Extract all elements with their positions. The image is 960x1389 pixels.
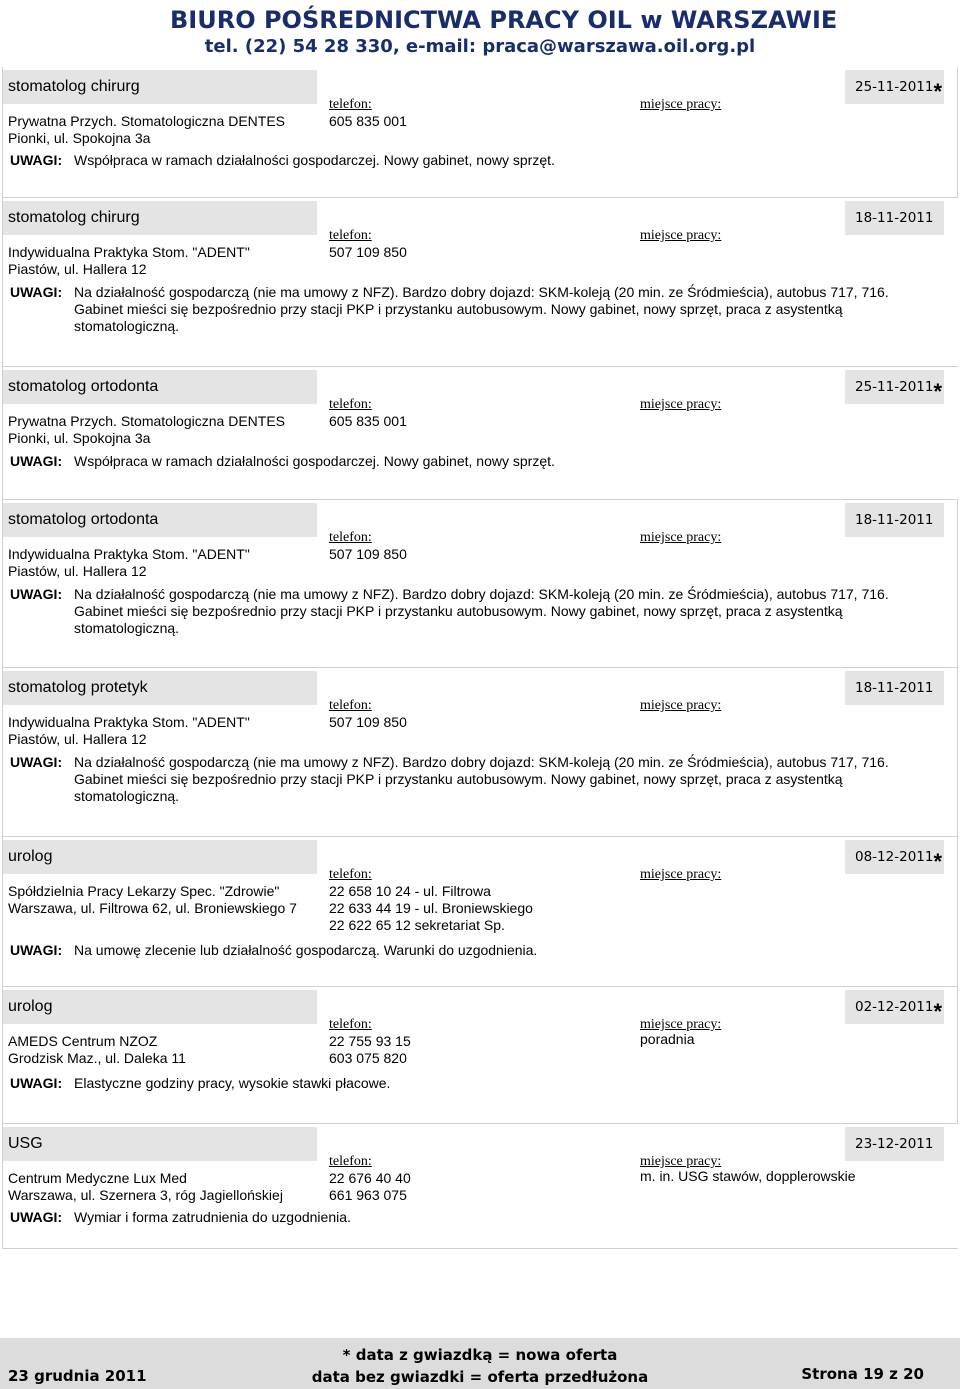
phone-numbers bbox=[329, 714, 407, 731]
phone-number: 507 109 850 bbox=[329, 244, 407, 260]
phone-label: telefon: bbox=[329, 867, 372, 882]
employer-line: Centrum Medyczne Lux Med bbox=[8, 1170, 187, 1186]
phone-number: 22 755 93 15 bbox=[329, 1033, 411, 1049]
phone-label: telefon: bbox=[329, 1017, 372, 1032]
offer-date: 18-11-2011 bbox=[855, 680, 934, 696]
notes-line: Gabinet mieści się bezpośrednio przy stacji PKP i przystanku autobusowym. Nowy gabinet, nowy sprzęt, praca z asystentką bbox=[74, 771, 843, 787]
offer-date-box bbox=[845, 370, 944, 404]
offer-position: USG bbox=[8, 1135, 43, 1152]
notes-label: UWAGI: bbox=[10, 453, 63, 469]
employer-line: Indywidualna Praktyka Stom. "ADENT" bbox=[8, 714, 250, 730]
phone-number: 661 963 075 bbox=[329, 1187, 407, 1203]
employer-info bbox=[8, 883, 297, 917]
job-offer bbox=[0, 987, 960, 1124]
footer-legend bbox=[300, 1344, 660, 1388]
notes-label: UWAGI: bbox=[10, 284, 63, 300]
offer-date-box bbox=[845, 671, 944, 705]
offer-position: stomatolog protetyk bbox=[8, 679, 148, 696]
offer-notes bbox=[74, 1075, 946, 1092]
new-offer-star-icon: * bbox=[933, 379, 942, 404]
new-offer-star-icon: * bbox=[933, 849, 942, 874]
phone-numbers bbox=[329, 883, 533, 934]
workplace-label: miejsce pracy: bbox=[640, 97, 722, 112]
offer-date: 25-11-2011 bbox=[855, 379, 934, 395]
phone-number: 22 622 65 12 sekretariat Sp. bbox=[329, 917, 505, 933]
phone-numbers bbox=[329, 1033, 411, 1067]
phone-number: 603 075 820 bbox=[329, 1050, 407, 1066]
offer-title-bar bbox=[3, 503, 317, 537]
offer-date: 25-11-2011 bbox=[855, 79, 934, 95]
phone-numbers bbox=[329, 244, 407, 261]
notes-line: Gabinet mieści się bezpośrednio przy stacji PKP i przystanku autobusowym. Nowy gabinet, nowy sprzęt, praca z asystentką bbox=[74, 603, 843, 619]
phone-label: telefon: bbox=[329, 397, 372, 412]
page-footer bbox=[0, 1338, 960, 1389]
offer-title-bar bbox=[3, 1127, 317, 1161]
offer-notes bbox=[74, 453, 946, 470]
offer-title-bar bbox=[3, 70, 317, 104]
notes-line: Na działalność gospodarczą (nie ma umowy z NFZ). Bardzo dobry dojazd: SKM-koleją (20 min. ze Śródmieścia), autobus 717, 716. bbox=[74, 586, 889, 602]
offer-date-box bbox=[845, 70, 944, 104]
employer-info bbox=[8, 1033, 186, 1067]
phone-number: 605 835 001 bbox=[329, 413, 407, 429]
workplace-label: miejsce pracy: bbox=[640, 530, 722, 545]
phone-label: telefon: bbox=[329, 228, 372, 243]
offer-date-box bbox=[845, 201, 944, 235]
offer-title-bar bbox=[3, 201, 317, 235]
phone-label: telefon: bbox=[329, 1154, 372, 1169]
offer-frame bbox=[957, 987, 958, 1124]
phone-label: telefon: bbox=[329, 530, 372, 545]
offer-date-box bbox=[845, 1127, 944, 1161]
offer-frame bbox=[957, 500, 958, 668]
workplace-value: m. in. USG stawów, dopplerowskie bbox=[640, 1168, 856, 1184]
workplace-label: miejsce pracy: bbox=[640, 698, 722, 713]
notes-line: stomatologiczną. bbox=[74, 788, 180, 804]
offer-divider bbox=[2, 1248, 958, 1249]
workplace-label: miejsce pracy: bbox=[640, 1154, 722, 1169]
employer-info bbox=[8, 1170, 283, 1204]
notes-line: Na działalność gospodarczą (nie ma umowy z NFZ). Bardzo dobry dojazd: SKM-koleją (20 min. ze Śródmieścia), autobus 717, 716. bbox=[74, 754, 889, 770]
offer-frame bbox=[957, 668, 958, 837]
employer-info bbox=[8, 244, 250, 278]
phone-number: 507 109 850 bbox=[329, 546, 407, 562]
legend-new: * data z gwiazdką = nowa oferta bbox=[342, 1346, 618, 1364]
job-offer bbox=[0, 1124, 960, 1249]
notes-line: Na działalność gospodarczą (nie ma umowy z NFZ). Bardzo dobry dojazd: SKM-koleją (20 min. ze Śródmieścia), autobus 717, 716. bbox=[74, 284, 889, 300]
offer-date: 02-12-2011 bbox=[855, 999, 934, 1015]
offer-notes bbox=[74, 284, 946, 335]
offer-frame bbox=[957, 67, 958, 198]
phone-number: 507 109 850 bbox=[329, 714, 407, 730]
employer-line: Warszawa, ul. Szernera 3, róg Jagiellońskiej bbox=[8, 1187, 283, 1203]
offer-position: urolog bbox=[8, 998, 53, 1015]
phone-number: 605 835 001 bbox=[329, 113, 407, 129]
offer-date-box bbox=[845, 990, 944, 1024]
offer-title-bar bbox=[3, 671, 317, 705]
phone-numbers bbox=[329, 113, 407, 130]
notes-line: Współpraca w ramach działalności gospodarczej. Nowy gabinet, nowy sprzęt. bbox=[74, 453, 555, 469]
employer-info bbox=[8, 546, 250, 580]
employer-line: AMEDS Centrum NZOZ bbox=[8, 1033, 158, 1049]
offer-date: 18-11-2011 bbox=[855, 512, 934, 528]
offer-title-bar bbox=[3, 840, 317, 874]
employer-line: Warszawa, ul. Filtrowa 62, ul. Broniewskiego 7 bbox=[8, 900, 297, 916]
notes-line: stomatologiczną. bbox=[74, 318, 180, 334]
workplace-label: miejsce pracy: bbox=[640, 397, 722, 412]
offer-position: stomatolog chirurg bbox=[8, 78, 140, 95]
phone-numbers bbox=[329, 413, 407, 430]
offer-title-bar bbox=[3, 370, 317, 404]
notes-line: Gabinet mieści się bezpośrednio przy stacji PKP i przystanku autobusowym. Nowy gabinet, nowy sprzęt, praca z asystentką bbox=[74, 301, 843, 317]
employer-line: Indywidualna Praktyka Stom. "ADENT" bbox=[8, 546, 250, 562]
office-title: BIURO POŚREDNICTWA PRACY OIL w WARSZAWIE bbox=[170, 6, 838, 34]
notes-line: stomatologiczną. bbox=[74, 620, 180, 636]
offer-notes bbox=[74, 942, 946, 959]
offer-title-bar bbox=[3, 990, 317, 1024]
employer-line: Piastów, ul. Hallera 12 bbox=[8, 563, 147, 579]
new-offer-star-icon: * bbox=[933, 999, 942, 1024]
phone-numbers bbox=[329, 1170, 411, 1204]
workplace-label: miejsce pracy: bbox=[640, 867, 722, 882]
workplace-label: miejsce pracy: bbox=[640, 228, 722, 243]
notes-line: Na umowę zlecenie lub działalność gospodarczą. Warunki do uzgodnienia. bbox=[74, 942, 538, 958]
offer-notes bbox=[74, 586, 946, 637]
notes-label: UWAGI: bbox=[10, 152, 63, 168]
employer-info bbox=[8, 113, 285, 147]
page-number: Strona 19 z 20 bbox=[801, 1365, 924, 1383]
workplace-label: miejsce pracy: bbox=[640, 1017, 722, 1032]
offer-notes bbox=[74, 152, 946, 169]
offer-position: stomatolog ortodonta bbox=[8, 378, 159, 395]
new-offer-star-icon: * bbox=[933, 79, 942, 104]
notes-label: UWAGI: bbox=[10, 1075, 63, 1091]
notes-label: UWAGI: bbox=[10, 754, 63, 770]
notes-line: Współpraca w ramach działalności gospodarczej. Nowy gabinet, nowy sprzęt. bbox=[74, 152, 555, 168]
notes-line: Elastyczne godziny pracy, wysokie stawki płacowe. bbox=[74, 1075, 391, 1091]
employer-line: Prywatna Przych. Stomatologiczna DENTES bbox=[8, 113, 285, 129]
job-offer bbox=[0, 668, 960, 837]
offer-date-box bbox=[845, 840, 944, 874]
employer-info bbox=[8, 714, 250, 748]
offer-position: urolog bbox=[8, 848, 53, 865]
job-offer bbox=[0, 500, 960, 668]
notes-line: Wymiar i forma zatrudnienia do uzgodnienia. bbox=[74, 1209, 351, 1225]
phone-number: 22 633 44 19 - ul. Broniewskiego bbox=[329, 900, 533, 916]
offer-position: stomatolog chirurg bbox=[8, 209, 140, 226]
notes-label: UWAGI: bbox=[10, 586, 63, 602]
offer-frame bbox=[957, 837, 958, 987]
offer-date: 23-12-2011 bbox=[855, 1136, 934, 1152]
job-offer bbox=[0, 198, 960, 367]
offer-notes bbox=[74, 754, 946, 805]
phone-label: telefon: bbox=[329, 97, 372, 112]
job-offer bbox=[0, 837, 960, 987]
phone-numbers bbox=[329, 546, 407, 563]
employer-line: Spółdzielnia Pracy Lekarzy Spec. "Zdrowie" bbox=[8, 883, 280, 899]
job-offer bbox=[0, 67, 960, 198]
offer-date: 08-12-2011 bbox=[855, 849, 934, 865]
employer-line: Grodzisk Maz., ul. Daleka 11 bbox=[8, 1050, 186, 1066]
offer-position: stomatolog ortodonta bbox=[8, 511, 159, 528]
phone-label: telefon: bbox=[329, 698, 372, 713]
job-offer bbox=[0, 367, 960, 500]
page-header bbox=[0, 0, 960, 66]
phone-number: 22 658 10 24 - ul. Filtrowa bbox=[329, 883, 491, 899]
employer-line: Pionki, ul. Spokojna 3a bbox=[8, 430, 151, 446]
footer-date: 23 grudnia 2011 bbox=[8, 1367, 147, 1385]
workplace-value: poradnia bbox=[640, 1031, 695, 1047]
offer-date: 18-11-2011 bbox=[855, 210, 934, 226]
employer-line: Piastów, ul. Hallera 12 bbox=[8, 731, 147, 747]
offer-date-box bbox=[845, 503, 944, 537]
employer-line: Prywatna Przych. Stomatologiczna DENTES bbox=[8, 413, 285, 429]
phone-number: 22 676 40 40 bbox=[329, 1170, 411, 1186]
employer-line: Pionki, ul. Spokojna 3a bbox=[8, 130, 151, 146]
notes-label: UWAGI: bbox=[10, 1209, 63, 1225]
legend-extended: data bez gwiazdki = oferta przedłużona bbox=[311, 1368, 649, 1386]
notes-label: UWAGI: bbox=[10, 942, 63, 958]
employer-info bbox=[8, 413, 285, 447]
offers-list bbox=[0, 67, 960, 1249]
offer-notes bbox=[74, 1209, 946, 1226]
office-contact: tel. (22) 54 28 330, e-mail: praca@warszawa.oil.org.pl bbox=[204, 36, 756, 57]
employer-line: Piastów, ul. Hallera 12 bbox=[8, 261, 147, 277]
employer-line: Indywidualna Praktyka Stom. "ADENT" bbox=[8, 244, 250, 260]
